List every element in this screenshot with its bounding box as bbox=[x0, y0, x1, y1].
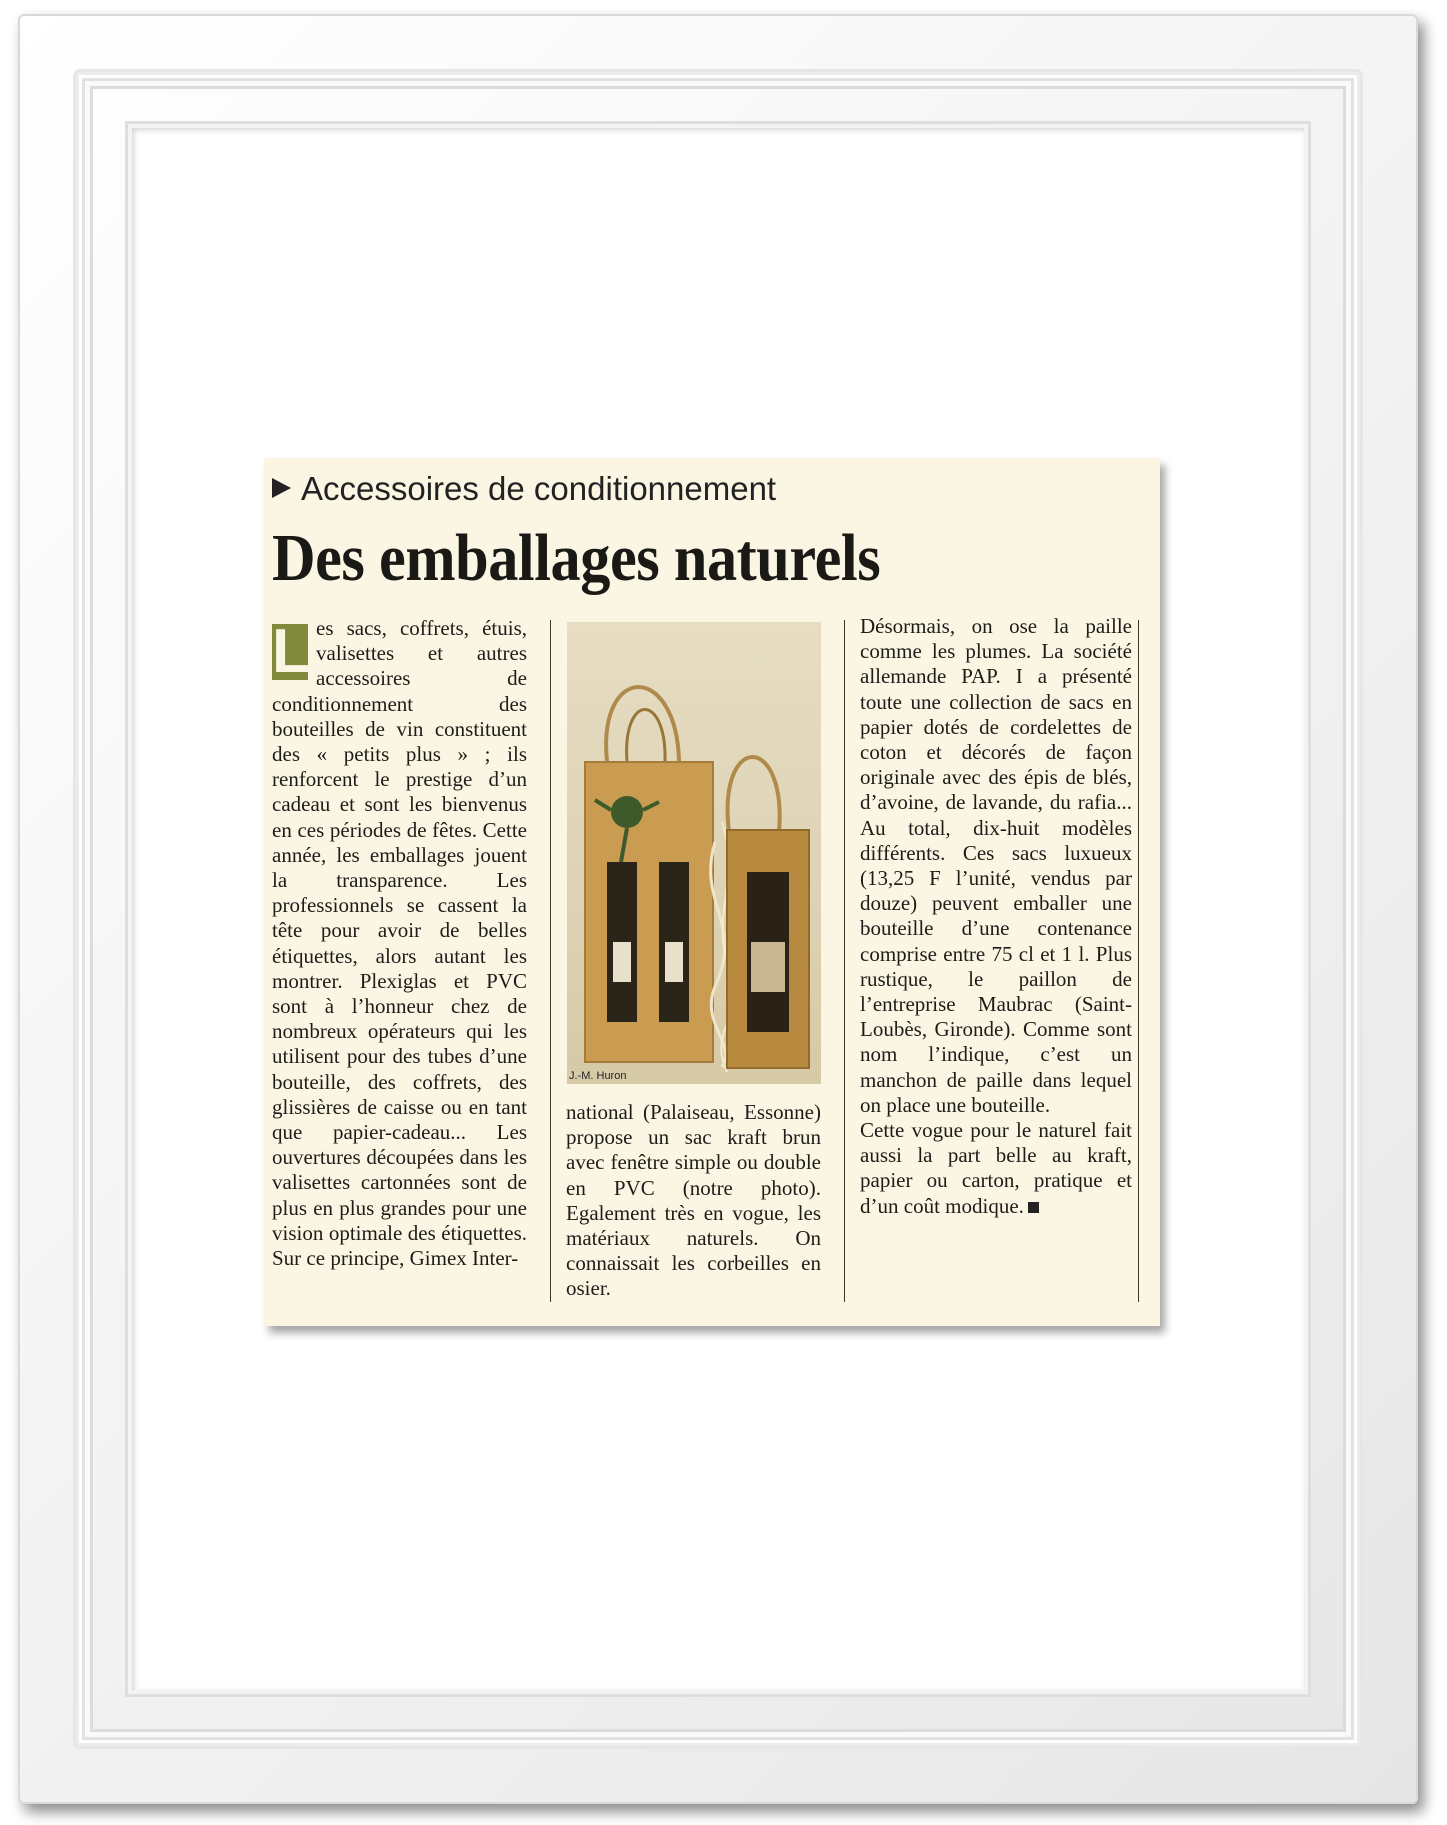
wine-bags-illustration bbox=[567, 622, 821, 1084]
column-2-text: national (Palaiseau, Essonne) propose un sac kraft brun avec fenêtre simple ou double en PVC (notre photo). Egalement très en vogue, les matériaux naturels. On connaissait les corbeilles en osier. bbox=[566, 1100, 821, 1301]
newspaper-clipping bbox=[264, 458, 1160, 1326]
triangle-bullet-icon bbox=[272, 478, 291, 498]
column-1-text: es sacs, coffrets, étuis, valisettes et autres accessoires de conditionnement des bouteilles de vin constituent des « petits plus » ; ils renforcent le prestige d’un cadeau et sont les bienvenus en ces périodes de fêtes. Cette année, les emballages jouent la transparence. Les professionnels se cassent la tête pour avoir de belles étiquettes, alors autant les montrer. Plexiglas et PVC sont à l’honneur chez de nombreux opérateurs qui les utilisent pour des tubes d’une bouteille, des coffrets, des glissières de caisse ou en tant que papier-cadeau... Les ouvertures découpées dans les valisettes cartonnées sont de plus en plus grandes pour une vision optimale des étiquettes. Sur ce principe, Gimex Inter- bbox=[272, 616, 527, 1271]
article-column-3 bbox=[860, 614, 1132, 1219]
article-column-2 bbox=[566, 1100, 821, 1302]
kicker-text: Accessoires de conditionnement bbox=[301, 470, 777, 507]
column-3-paragraph-2-text: Cette vogue pour le naturel fait aussi la part belle au kraft, papier ou carton, pratique et d’un coût modique. bbox=[860, 1118, 1132, 1218]
column-3-paragraph-2 bbox=[860, 1118, 1132, 1219]
photo-credit: J.-M. Huron bbox=[569, 1070, 627, 1082]
column-rule bbox=[844, 620, 845, 1302]
article-column-1 bbox=[272, 616, 527, 1271]
article-headline: Des emballages naturels bbox=[272, 521, 881, 595]
column-3-paragraph-1: Désormais, on ose la paille comme les plumes. La société allemande PAP. I a présenté toute une collection de sacs en papier dotés de cordelettes de coton et décorés de façon originale avec des épis de blés, d’avoine, de lavande, du rafia... Au total, dix-huit modèles différents. Ces sacs luxueux (13,25 F l’unité, vendus par douze) peuvent emballer une bouteille d’une contenance comprise entre 75 cl et 1 l. Plus rustique, le paillon de l’entreprise Maubrac (Saint-Loubès, Gironde). Comme sont nom l’indique, c’est un manchon de paille dans lequel on place une bouteille. bbox=[860, 614, 1132, 1117]
end-mark-icon bbox=[1028, 1202, 1039, 1213]
column-rule bbox=[550, 620, 551, 1302]
column-rule bbox=[1138, 620, 1139, 1302]
drop-cap: L bbox=[272, 617, 310, 686]
article-photo-wine-bags bbox=[567, 622, 821, 1084]
article-kicker bbox=[272, 470, 776, 508]
